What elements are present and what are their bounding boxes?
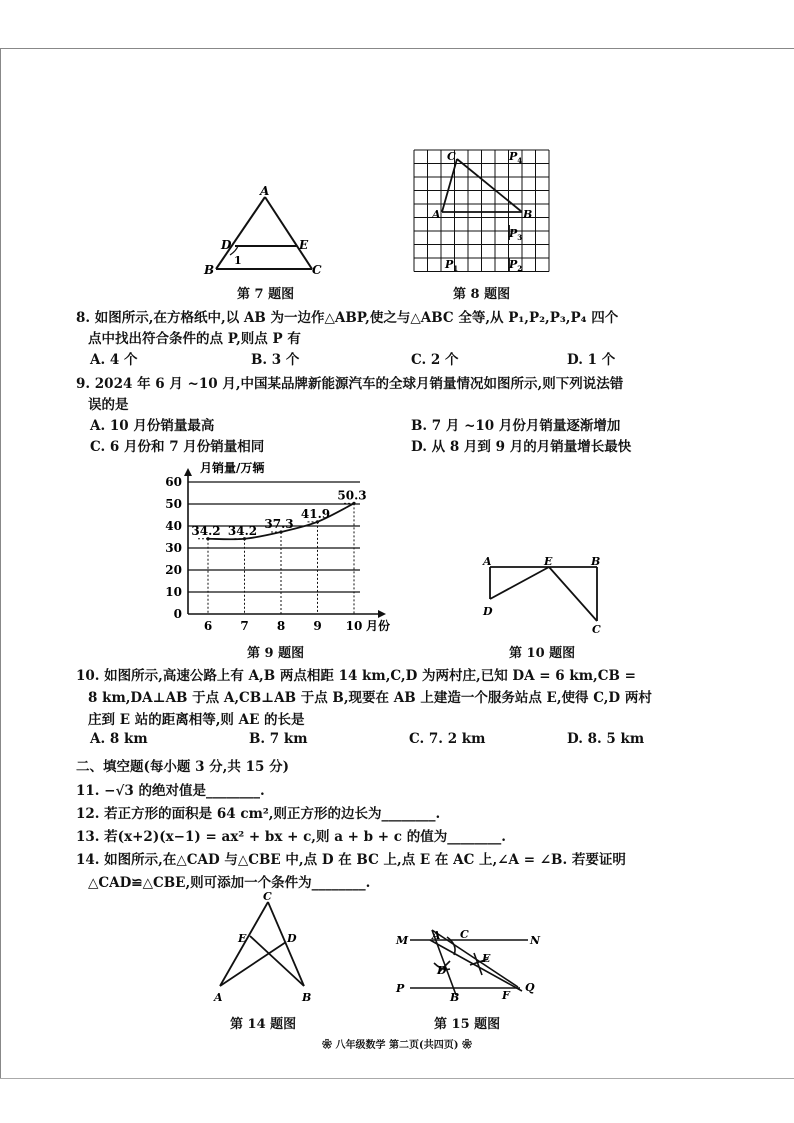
page-bottom-border	[0, 1078, 794, 1079]
fig14-label-E: E	[238, 932, 247, 945]
fig8-label-P2: $P_2$	[509, 258, 523, 273]
fig15-label-B: B	[450, 991, 460, 1003]
question-10-line-3: 庄到 E 站的距离相等,则 AE 的长是	[88, 712, 305, 728]
figure-14-caption: 第 14 题图	[230, 1017, 297, 1032]
question-11: 11. −√3 的绝对值是________.	[76, 783, 265, 799]
fig8-label-P4: $P_4$	[509, 150, 523, 165]
figure-7-triangle	[200, 185, 330, 277]
chart-y-tick-label: 0	[173, 607, 182, 621]
figure-7-caption: 第 7 题图	[237, 287, 295, 302]
chart-x-tick-label: 9	[313, 619, 322, 633]
figure-8-caption: 第 8 题图	[453, 287, 511, 302]
question-9-option-a: A. 10 月份销量最高	[90, 418, 215, 434]
fig10-label-C: C	[592, 623, 601, 636]
chart-y-tick-label: 20	[165, 563, 182, 577]
fig14-label-B: B	[302, 991, 312, 1004]
question-8-option-d: D. 1 个	[567, 352, 616, 368]
chart-data-label: 50.3	[337, 488, 367, 503]
figure-9-caption: 第 9 题图	[247, 646, 305, 661]
figure-14-diagram	[206, 890, 322, 1008]
chart-x-tick-label: 8	[276, 619, 286, 633]
question-10-line-2: 8 km,DA⊥AB 于点 A,CB⊥AB 于点 B,现要在 AB 上建造一个服务站点 E,使得 C,D 两村	[88, 690, 652, 706]
question-10-option-d: D. 8. 5 km	[567, 731, 645, 747]
chart-y-tick-label: 40	[165, 519, 182, 533]
question-8-option-a: A. 4 个	[90, 352, 138, 368]
chart-x-arrow	[378, 610, 386, 618]
chart-data-label: 37.3	[264, 516, 294, 531]
chart-x-tick-label: 6	[203, 619, 213, 633]
fig7-angle-1: 1	[234, 254, 242, 267]
fig8-label-B: B	[523, 208, 533, 221]
question-14-line-2: △CAD≌△CBE,则可添加一个条件为________.	[88, 875, 371, 891]
fig7-label-C: C	[312, 263, 322, 277]
fig7-label-D: D	[221, 238, 232, 252]
fig10-label-B: B	[591, 555, 601, 568]
question-14-line-1: 14. 如图所示,在△CAD 与△CBE 中,点 D 在 BC 上,点 E 在 AC 上,∠A = ∠B. 若要证明	[76, 852, 626, 868]
chart-x-tick-label: 10	[345, 619, 363, 633]
fig15-label-P: P	[396, 982, 405, 995]
question-9-line-2: 误的是	[88, 397, 129, 413]
question-9-line-1: 9. 2024 年 6 月 ~10 月,中国某品牌新能源汽车的全球月销量情况如图所示,则下列说法错	[76, 376, 624, 392]
question-10-line-1: 10. 如图所示,高速公路上有 A,B 两点相距 14 km,C,D 为两村庄,已知 DA = 6 km,CB =	[76, 668, 636, 684]
fig7-label-E: E	[299, 238, 309, 252]
figure-15-caption: 第 15 题图	[434, 1017, 501, 1032]
fig10-label-E: E	[544, 555, 553, 568]
fig8-label-P1: $P_1$	[445, 258, 459, 273]
figure-10-caption: 第 10 题图	[509, 646, 576, 661]
page-footer: ❀ 八年级数学 第二页(共四页) ❀	[322, 1040, 472, 1051]
figure-15-diagram	[392, 925, 550, 1003]
question-10-option-a: A. 8 km	[90, 731, 148, 747]
question-10-option-b: B. 7 km	[249, 731, 308, 747]
chart-y-tick-label: 10	[165, 585, 182, 599]
question-8-option-c: C. 2 个	[411, 352, 459, 368]
chart-y-tick-label: 60	[165, 475, 182, 489]
fig8-label-P3: $P_3$	[509, 227, 523, 242]
page-top-border	[0, 48, 794, 49]
question-12: 12. 若正方形的面积是 64 cm²,则正方形的边长为________.	[76, 806, 441, 822]
fig8-label-A: A	[432, 208, 441, 221]
chart-y-arrow	[184, 468, 192, 476]
chart-x-axis-label: 月份	[366, 619, 391, 633]
chart-data-label: 34.2	[227, 523, 258, 538]
question-9-option-c: C. 6 月份和 7 月份销量相同	[90, 439, 265, 455]
question-9-option-d: D. 从 8 月到 9 月的月销量增长最快	[411, 439, 632, 455]
chart-x-tick-label: 7	[240, 619, 249, 633]
figure-8-grid	[412, 148, 552, 274]
fig14-label-D: D	[287, 932, 297, 945]
fig15-label-C: C	[460, 928, 469, 941]
question-13: 13. 若(x+2)(x−1) = ax² + bx + c,则 a + b + c 的值为________.	[76, 829, 506, 845]
chart-y-tick-label: 30	[165, 541, 182, 555]
fig15-label-F: F	[502, 989, 510, 1002]
figure-9-chart	[160, 458, 440, 638]
question-8-line-2: 点中找出符合条件的点 P,则点 P 有	[88, 331, 301, 347]
question-9-option-b: B. 7 月 ~10 月份月销量逐渐增加	[411, 418, 621, 434]
page-left-border	[0, 48, 1, 1078]
fig15-label-M: M	[396, 934, 409, 947]
fig14-label-C: C	[263, 890, 272, 903]
chart-y-axis-label: 月销量/万辆	[200, 461, 265, 475]
fig10-label-D: D	[483, 605, 493, 618]
chart-y-tick-label: 50	[165, 497, 182, 511]
figure-10-diagram	[478, 555, 608, 637]
fig10-label-A: A	[483, 555, 492, 568]
question-8-option-b: B. 3 个	[251, 352, 300, 368]
fig15-label-A: A	[432, 929, 441, 942]
fig15-label-N: N	[530, 934, 541, 947]
fig14-label-A: A	[214, 991, 223, 1004]
chart-data-label: 34.2	[191, 523, 221, 538]
fig15-label-Q: Q	[525, 981, 535, 994]
question-10-option-c: C. 7. 2 km	[409, 731, 486, 747]
fig15-label-E: E	[482, 952, 491, 965]
fig7-label-B: B	[204, 263, 215, 277]
fig15-label-D: D	[437, 964, 447, 977]
section-2-heading: 二、填空题(每小题 3 分,共 15 分)	[76, 759, 289, 775]
question-8-line-1: 8. 如图所示,在方格纸中,以 AB 为一边作△ABP,使之与△ABC 全等,从 P₁,P₂,P₃,P₄ 四个	[76, 310, 619, 326]
chart-data-label: 41.9	[300, 506, 331, 521]
fig8-label-C: C	[447, 150, 456, 163]
fig7-label-A: A	[260, 185, 270, 198]
